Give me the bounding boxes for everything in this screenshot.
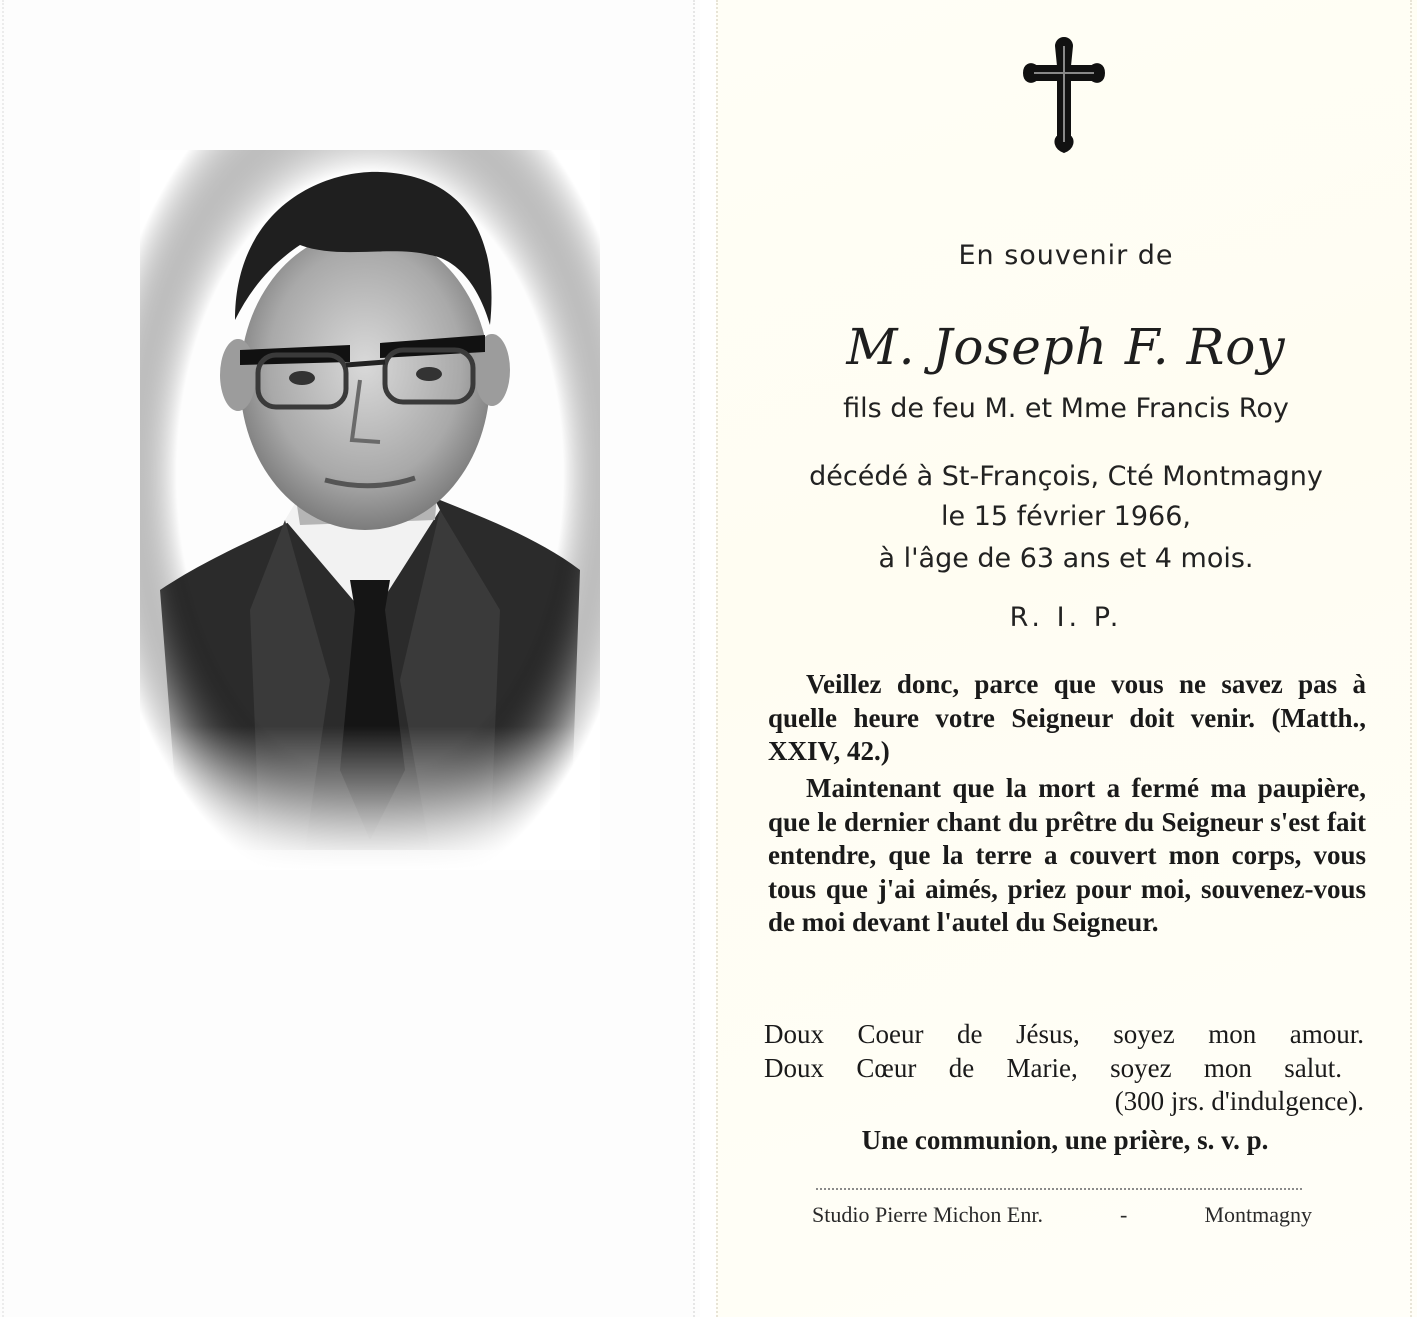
studio-credit bbox=[812, 1202, 1312, 1228]
age-at-death: à l'âge de 63 ans et 4 mois. bbox=[878, 543, 1254, 574]
scripture-verse: Veillez donc, parce que vous ne savez pas à quelle heure votre Seigneur doit venir. (Matth., XXIV, 42.) bbox=[768, 669, 1366, 766]
card-edge bbox=[2, 0, 6, 1317]
parents-line: fils de feu M. et Mme Francis Roy bbox=[843, 393, 1289, 424]
prayer-line: Doux Cœur de Marie, soyez mon salut. bbox=[764, 1052, 1342, 1083]
memorial-prayer: Maintenant que la mort a fermé ma paupière, que le dernier chant du prêtre du Seigneur s'est fait entendre, que la terre a couvert mon corps, vous tous que j'ai aimés, priez pour moi, souvenez-vous de moi devant l'autel du Seigneur. bbox=[768, 773, 1366, 937]
death-date: le 15 février 1966, bbox=[941, 501, 1191, 532]
studio-town: Montmagny bbox=[1204, 1202, 1312, 1227]
portrait-photo bbox=[140, 150, 600, 870]
communion-request: Une communion, une prière, s. v. p. bbox=[861, 1125, 1269, 1155]
rip-line: R. I. P. bbox=[1009, 602, 1123, 633]
sacred-heart-prayer bbox=[764, 1018, 1364, 1119]
memorial-text-card bbox=[716, 0, 1417, 1317]
deceased-name: M. Joseph F. Roy bbox=[846, 318, 1286, 376]
card-edge bbox=[716, 0, 720, 1317]
indulgence-note: (300 jrs. d'indulgence). bbox=[1114, 1086, 1364, 1116]
card-edge bbox=[1410, 0, 1414, 1317]
credit-separator: - bbox=[1120, 1202, 1128, 1227]
in-memory-heading: En souvenir de bbox=[958, 240, 1174, 271]
latin-cross-icon bbox=[1022, 36, 1106, 154]
death-place: décédé à St-François, Cté Montmagny bbox=[809, 461, 1323, 492]
studio-name: Studio Pierre Michon Enr. bbox=[812, 1202, 1043, 1227]
divider bbox=[816, 1188, 1302, 1190]
prayer-line: Doux Coeur de Jésus, soyez mon amour. bbox=[764, 1019, 1364, 1049]
card-edge bbox=[693, 0, 697, 1317]
